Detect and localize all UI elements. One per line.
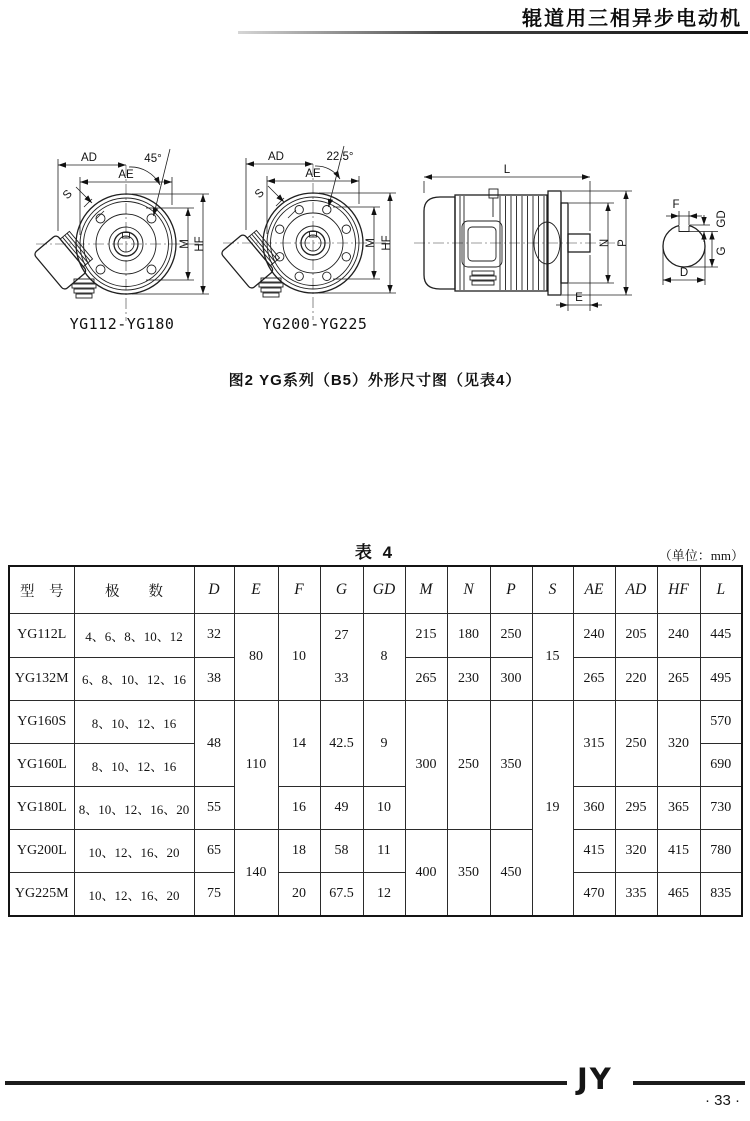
page-title: 辊道用三相异步电动机 (522, 8, 742, 30)
model-range-label-right: YG200-YG225 (262, 315, 368, 333)
side-view (414, 164, 632, 311)
cell-n: 180 (447, 614, 490, 658)
dim-label-f: F (672, 199, 680, 211)
cell-poles: 8、10、12、16、20 (74, 787, 194, 830)
cell-l: 570 (700, 701, 742, 744)
figure-caption: 图2 YG系列（B5）外形尺寸图（见表4） (228, 372, 522, 389)
cell-model: YG160L (9, 744, 74, 787)
dim-label-ae-right: AE (305, 168, 321, 180)
col-header-l: L (700, 566, 742, 614)
col-header-hf: HF (657, 566, 700, 614)
cell-hf: 265 (657, 657, 700, 701)
cell-p: 450 (490, 830, 532, 917)
cell-g: 42.5 (320, 701, 363, 787)
cell-g: 58 (320, 830, 363, 873)
shaft-section (663, 199, 728, 285)
cell-model: YG132M (9, 657, 74, 701)
dim-label-45: 45° (144, 153, 162, 165)
cell-f: 14 (278, 701, 320, 787)
cell-n: 250 (447, 701, 490, 830)
cell-e: 80 (234, 614, 278, 701)
col-header-model: 型 号 (9, 566, 74, 614)
cell-ae: 315 (573, 701, 615, 787)
cell-l: 495 (700, 657, 742, 701)
cell-e: 140 (234, 830, 278, 917)
dim-label-g: G (716, 246, 728, 256)
cell-hf: 465 (657, 873, 700, 917)
col-header-ae: AE (573, 566, 615, 614)
cell-f: 10 (278, 614, 320, 701)
cell-g: 67.5 (320, 873, 363, 917)
cell-hf: 365 (657, 787, 700, 830)
cell-d: 38 (194, 657, 234, 701)
cell-s: 15 (532, 614, 573, 701)
page-number: · 33 · (704, 1092, 740, 1109)
dim-label-e: E (575, 292, 583, 304)
cell-d: 32 (194, 614, 234, 658)
dim-label-ad-right: AD (268, 151, 284, 163)
table-row (9, 787, 742, 830)
cell-gd: 11 (363, 830, 405, 873)
cell-l: 690 (700, 744, 742, 787)
cell-p: 300 (490, 657, 532, 701)
col-header-poles: 极 数 (74, 566, 194, 614)
table-row (9, 830, 742, 873)
cell-p: 350 (490, 701, 532, 830)
cell-ae: 265 (573, 657, 615, 701)
cell-n: 230 (447, 657, 490, 701)
dim-label-ad-left: AD (81, 152, 97, 164)
cell-poles: 6、8、10、12、16 (74, 657, 194, 701)
cell-m: 265 (405, 657, 447, 701)
cell-gd: 9 (363, 701, 405, 787)
cell-model: YG112L (9, 614, 74, 658)
cell-g: 49 (320, 787, 363, 830)
cell-g-bottom: 33 (334, 671, 349, 686)
cell-ae: 470 (573, 873, 615, 917)
cell-n: 350 (447, 830, 490, 917)
cell-ad: 220 (615, 657, 657, 701)
cell-poles: 8、10、12、16 (74, 744, 194, 787)
cell-f: 16 (278, 787, 320, 830)
cell-d: 48 (194, 701, 234, 787)
cell-g (320, 614, 363, 701)
col-header-f: F (278, 566, 320, 614)
col-header-n: N (447, 566, 490, 614)
dimensions-table (8, 565, 743, 917)
cell-hf: 320 (657, 701, 700, 787)
table-row (9, 701, 742, 744)
cell-gd: 12 (363, 873, 405, 917)
col-header-d: D (194, 566, 234, 614)
cell-ae: 415 (573, 830, 615, 873)
cell-f: 18 (278, 830, 320, 873)
table-header-row (9, 566, 742, 614)
cell-poles: 8、10、12、16 (74, 701, 194, 744)
dim-label-ae-left: AE (118, 169, 134, 181)
cell-l: 730 (700, 787, 742, 830)
cell-ad: 335 (615, 873, 657, 917)
cell-l: 835 (700, 873, 742, 917)
dimension-figure (0, 135, 750, 350)
front-view-left (33, 149, 209, 333)
col-header-p: P (490, 566, 532, 614)
cell-f: 20 (278, 873, 320, 917)
cell-poles: 4、6、8、10、12 (74, 614, 194, 658)
cell-p: 250 (490, 614, 532, 658)
cell-poles: 10、12、16、20 (74, 830, 194, 873)
cell-gd: 10 (363, 787, 405, 830)
dim-label-225: 22.5° (326, 151, 354, 163)
cell-model: YG225M (9, 873, 74, 917)
col-header-g: G (320, 566, 363, 614)
cell-ad: 205 (615, 614, 657, 658)
header-rule (238, 31, 748, 34)
table-row (9, 614, 742, 658)
dim-label-s-right: S (252, 186, 267, 201)
dim-label-s-left: S (60, 187, 75, 202)
dim-label-gd: GD (716, 210, 728, 228)
publisher-logo: JY (577, 1062, 613, 1096)
dim-label-d: D (679, 267, 689, 279)
cell-d: 75 (194, 873, 234, 917)
cell-model: YG180L (9, 787, 74, 830)
dim-label-l: L (503, 164, 511, 176)
front-view-right (220, 146, 396, 333)
cell-ae: 360 (573, 787, 615, 830)
cell-d: 65 (194, 830, 234, 873)
cell-gd: 8 (363, 614, 405, 701)
col-header-ad: AD (615, 566, 657, 614)
footer-rule-right (633, 1081, 745, 1085)
cell-g-top: 27 (334, 628, 349, 643)
cell-l: 780 (700, 830, 742, 873)
model-range-label-left: YG112-YG180 (69, 315, 175, 333)
col-header-e: E (234, 566, 278, 614)
cell-m: 300 (405, 701, 447, 830)
cell-hf: 240 (657, 614, 700, 658)
col-header-s: S (532, 566, 573, 614)
cell-l: 445 (700, 614, 742, 658)
cell-e: 110 (234, 701, 278, 830)
dim-label-hf-left: HF (194, 236, 206, 252)
cell-ae: 240 (573, 614, 615, 658)
cell-m: 215 (405, 614, 447, 658)
cell-ad: 250 (615, 701, 657, 787)
cell-hf: 415 (657, 830, 700, 873)
dim-label-m-right: M (365, 238, 377, 248)
cell-m: 400 (405, 830, 447, 917)
cell-model: YG200L (9, 830, 74, 873)
cell-ad: 295 (615, 787, 657, 830)
footer-rule-left (5, 1081, 567, 1085)
cell-ad: 320 (615, 830, 657, 873)
cell-s: 19 (532, 701, 573, 917)
cell-model: YG160S (9, 701, 74, 744)
dim-label-m-left: M (179, 239, 191, 249)
dim-label-p: P (617, 239, 629, 247)
table-unit-note: （单位：mm） (658, 548, 744, 563)
dim-label-n: N (599, 238, 611, 248)
col-header-gd: GD (363, 566, 405, 614)
table-row (9, 873, 742, 917)
cell-d: 55 (194, 787, 234, 830)
table-title: 表 4 (354, 543, 396, 562)
dim-label-hf-right: HF (381, 235, 393, 251)
col-header-m: M (405, 566, 447, 614)
cell-poles: 10、12、16、20 (74, 873, 194, 917)
